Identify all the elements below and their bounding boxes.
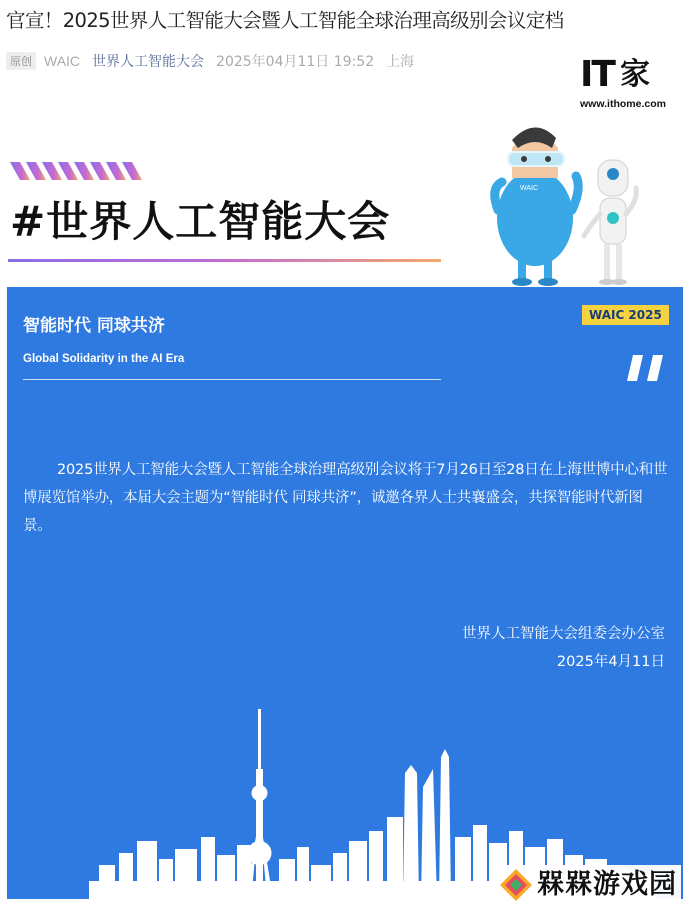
page-title: 官宣！2025世界人工智能大会暨人工智能全球治理高级别会议定档 bbox=[6, 9, 564, 32]
original-badge: 原创 bbox=[6, 52, 36, 70]
decorative-stripes bbox=[10, 162, 150, 180]
hashtag-heading: #世界人工智能大会 bbox=[10, 197, 391, 246]
announcement-poster bbox=[7, 287, 683, 899]
poster-theme-cn: 智能时代 同球共济 bbox=[23, 316, 165, 336]
poster-divider bbox=[23, 379, 441, 380]
heading-underline bbox=[8, 259, 441, 262]
account-name[interactable]: WAIC bbox=[44, 53, 81, 69]
ithome-logo-mark: IT 家 bbox=[580, 54, 650, 95]
signature-org: 世界人工智能大会组委会办公室 bbox=[462, 626, 665, 642]
signature bbox=[462, 620, 665, 676]
watermark-logo-icon bbox=[499, 868, 533, 902]
svg-text:WAIC: WAIC bbox=[520, 185, 539, 192]
quote-icon bbox=[627, 353, 665, 383]
poster-theme-en: Global Solidarity in the AI Era bbox=[23, 353, 185, 365]
watermark-text: 槑槑游戏园 bbox=[537, 869, 677, 900]
waic-badge: WAIC 2025 bbox=[582, 305, 669, 325]
signature-date: 2025年4月11日 bbox=[556, 654, 665, 670]
mascot-illustration bbox=[490, 118, 640, 288]
publish-location: 上海 bbox=[386, 54, 415, 70]
article-meta bbox=[6, 50, 414, 72]
ithome-logo bbox=[580, 56, 676, 114]
ithome-url: www.ithome.com bbox=[580, 98, 666, 110]
publish-date: 2025年04月11日 19:52 bbox=[216, 54, 375, 70]
announcement-body: 2025世界人工智能大会暨人工智能全球治理高级别会议将于7月26日至28日在上海世博中心和世博展览馆举办，本届大会主题为“智能时代 同球共济”，诚邀各界人士共襄盛会，共探智能时代新图景。 bbox=[23, 462, 668, 534]
site-watermark bbox=[495, 865, 681, 905]
account-link[interactable]: 世界人工智能大会 bbox=[92, 54, 205, 70]
